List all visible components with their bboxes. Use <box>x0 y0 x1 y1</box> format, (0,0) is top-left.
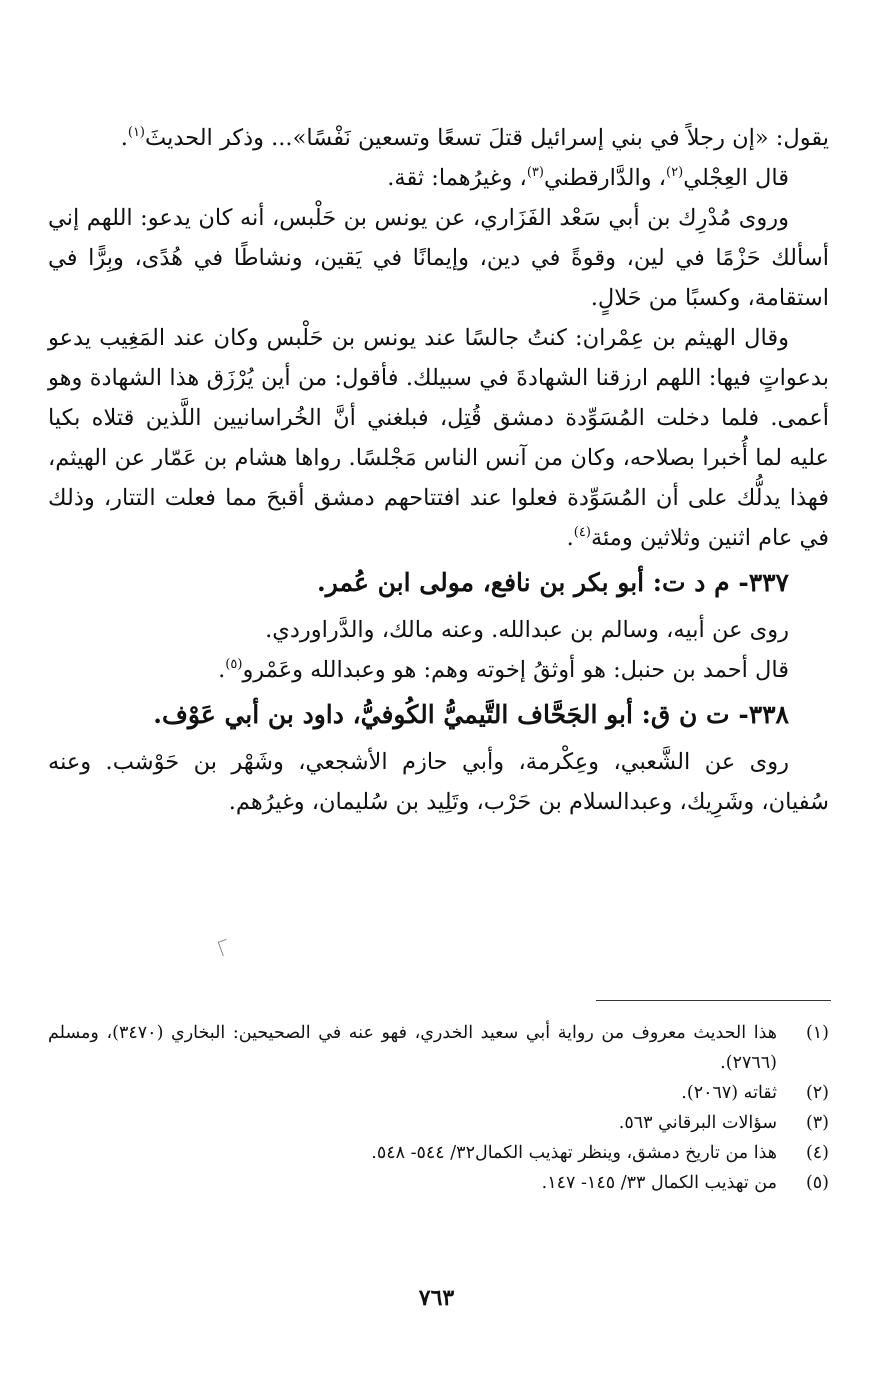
footnotes <box>48 1018 829 1198</box>
footnote-text: هذا الحديث معروف من رواية أبي سعيد الخدري، فهو عنه في الصحيحين: البخاري (٣٤٧٠)، ومسلم (٢٧٦٦). <box>48 1023 777 1073</box>
footnote-number: (٣) <box>805 1113 829 1133</box>
entry-number: ٣٣٧- <box>738 568 789 597</box>
pen-mark <box>218 939 232 956</box>
footnote-text: ثقاته (٢٠٦٧). <box>681 1083 777 1103</box>
paragraph-text: قال أحمد بن حنبل: هو أوثقُ إخوته وهم: هو وعبدالله وعَمْرو <box>242 657 789 683</box>
paragraph-ijli <box>48 158 829 198</box>
punctuation: . <box>120 125 128 151</box>
entry-title: ت ن ق: أبو الجَحَّاف التَّيميُّ الكُوفيُّ، داود بن أبي عَوْف. <box>153 700 730 729</box>
footnote-text: سؤالات البرقاني ٥٦٣. <box>618 1113 777 1133</box>
paragraph-text: قال العِجْلي <box>683 165 789 191</box>
punctuation: . <box>566 525 574 551</box>
footnote-ref-1: (١) <box>127 125 145 140</box>
footnote-3 <box>48 1108 829 1138</box>
footnote-text: من تهذيب الكمال ٣٣/ ١٤٥- ١٤٧. <box>541 1173 777 1193</box>
paragraph-narrators-337: روى عن أبيه، وسالم بن عبدالله. وعنه مالك، والدَّراوردي. <box>265 617 789 643</box>
footnote-ref-4: (٤) <box>573 525 591 540</box>
footnote-1 <box>48 1018 829 1078</box>
footnote-4 <box>48 1138 829 1168</box>
paragraph-text: وقال الهيثم بن عِمْران: كنتُ جالسًا عند يونس بن حَلْبس وكان عند المَغِيب يدعو بدعواتٍ فيها: اللهم ارزقنا الشهادةَ في سبيلك. فأقول: من أين يُرْزَق هذا الشهادة وهو أعمى. فلما دخلت المُسَوِّدة دمشق قُتِل، فبلغني أنَّ الخُراسانيين اللَّذين قتلاه بكيا عليه لما أُخبرا بصلاحه، وكان من آنس الناس مَجْلسًا. رواها هشام بن عَمّار عن الهيثم، فهذا يدلُّك على أن المُسَوِّدة فعلوا عند افتتاحهم دمشق أقبحَ مما فعلت التتار، وذلك في عام اثنين وثلاثين ومئة <box>48 325 829 551</box>
footnote-divider <box>596 1000 831 1001</box>
paragraph-text: ، وغيرُهما: ثقة. <box>387 165 527 191</box>
paragraph-mudrik: وروى مُدْرِك بن أبي سَعْد الفَزَاري، عن يونس بن حَلْبس، أنه كان يدعو: اللهم إني أسألك حَزْمًا في لين، وقوةً في دين، وإيمانًا في يَقين، ونشاطًا في هُدًى، وبِرًّا في استقامة، وكسبًا من حَلالٍ. <box>48 205 829 311</box>
footnote-number: (١) <box>805 1023 829 1043</box>
paragraph-text: يقول: «إن رجلاً في بني إسرائيل قتلَ تسعًا وتسعين نَفْسًا»... وذكر الحديثَ <box>145 125 829 151</box>
footnote-number: (٥) <box>805 1173 829 1193</box>
entry-heading-338 <box>48 692 829 738</box>
entry-heading-337 <box>48 560 829 606</box>
punctuation: . <box>218 657 226 683</box>
paragraph-text: ، والدَّارقطني <box>543 165 667 191</box>
paragraph-narrators-338: روى عن الشَّعبي، وعِكْرمة، وأبي حازم الأشجعي، وشَهْر بن حَوْشب. وعنه سُفيان، وشَرِيك، وعبدالسلام بن حَرْب، وتَلِيد بن سُليمان، وغيرُهم. <box>48 749 829 815</box>
paragraph-haytham <box>48 318 829 558</box>
footnote-number: (٢) <box>805 1083 829 1103</box>
entry-number: ٣٣٨- <box>738 700 789 729</box>
main-text <box>48 118 829 822</box>
paragraph-ahmad <box>48 650 829 690</box>
footnote-5 <box>48 1168 829 1198</box>
entry-title: م د ت: أبو بكر بن نافع، مولى ابن عُمر. <box>317 568 730 597</box>
page-number: ٧٦٣ <box>418 1285 455 1311</box>
footnote-ref-3: (٣) <box>526 165 544 180</box>
footnote-number: (٤) <box>805 1143 829 1163</box>
footnote-ref-2: (٢) <box>666 165 684 180</box>
footnote-ref-5: (٥) <box>225 657 243 672</box>
footnote-2 <box>48 1078 829 1108</box>
paragraph-hadith <box>48 118 829 158</box>
footnote-text: هذا من تاريخ دمشق، وينظر تهذيب الكمال٣٢/ ٥٤٤- ٥٤٨. <box>371 1143 777 1163</box>
